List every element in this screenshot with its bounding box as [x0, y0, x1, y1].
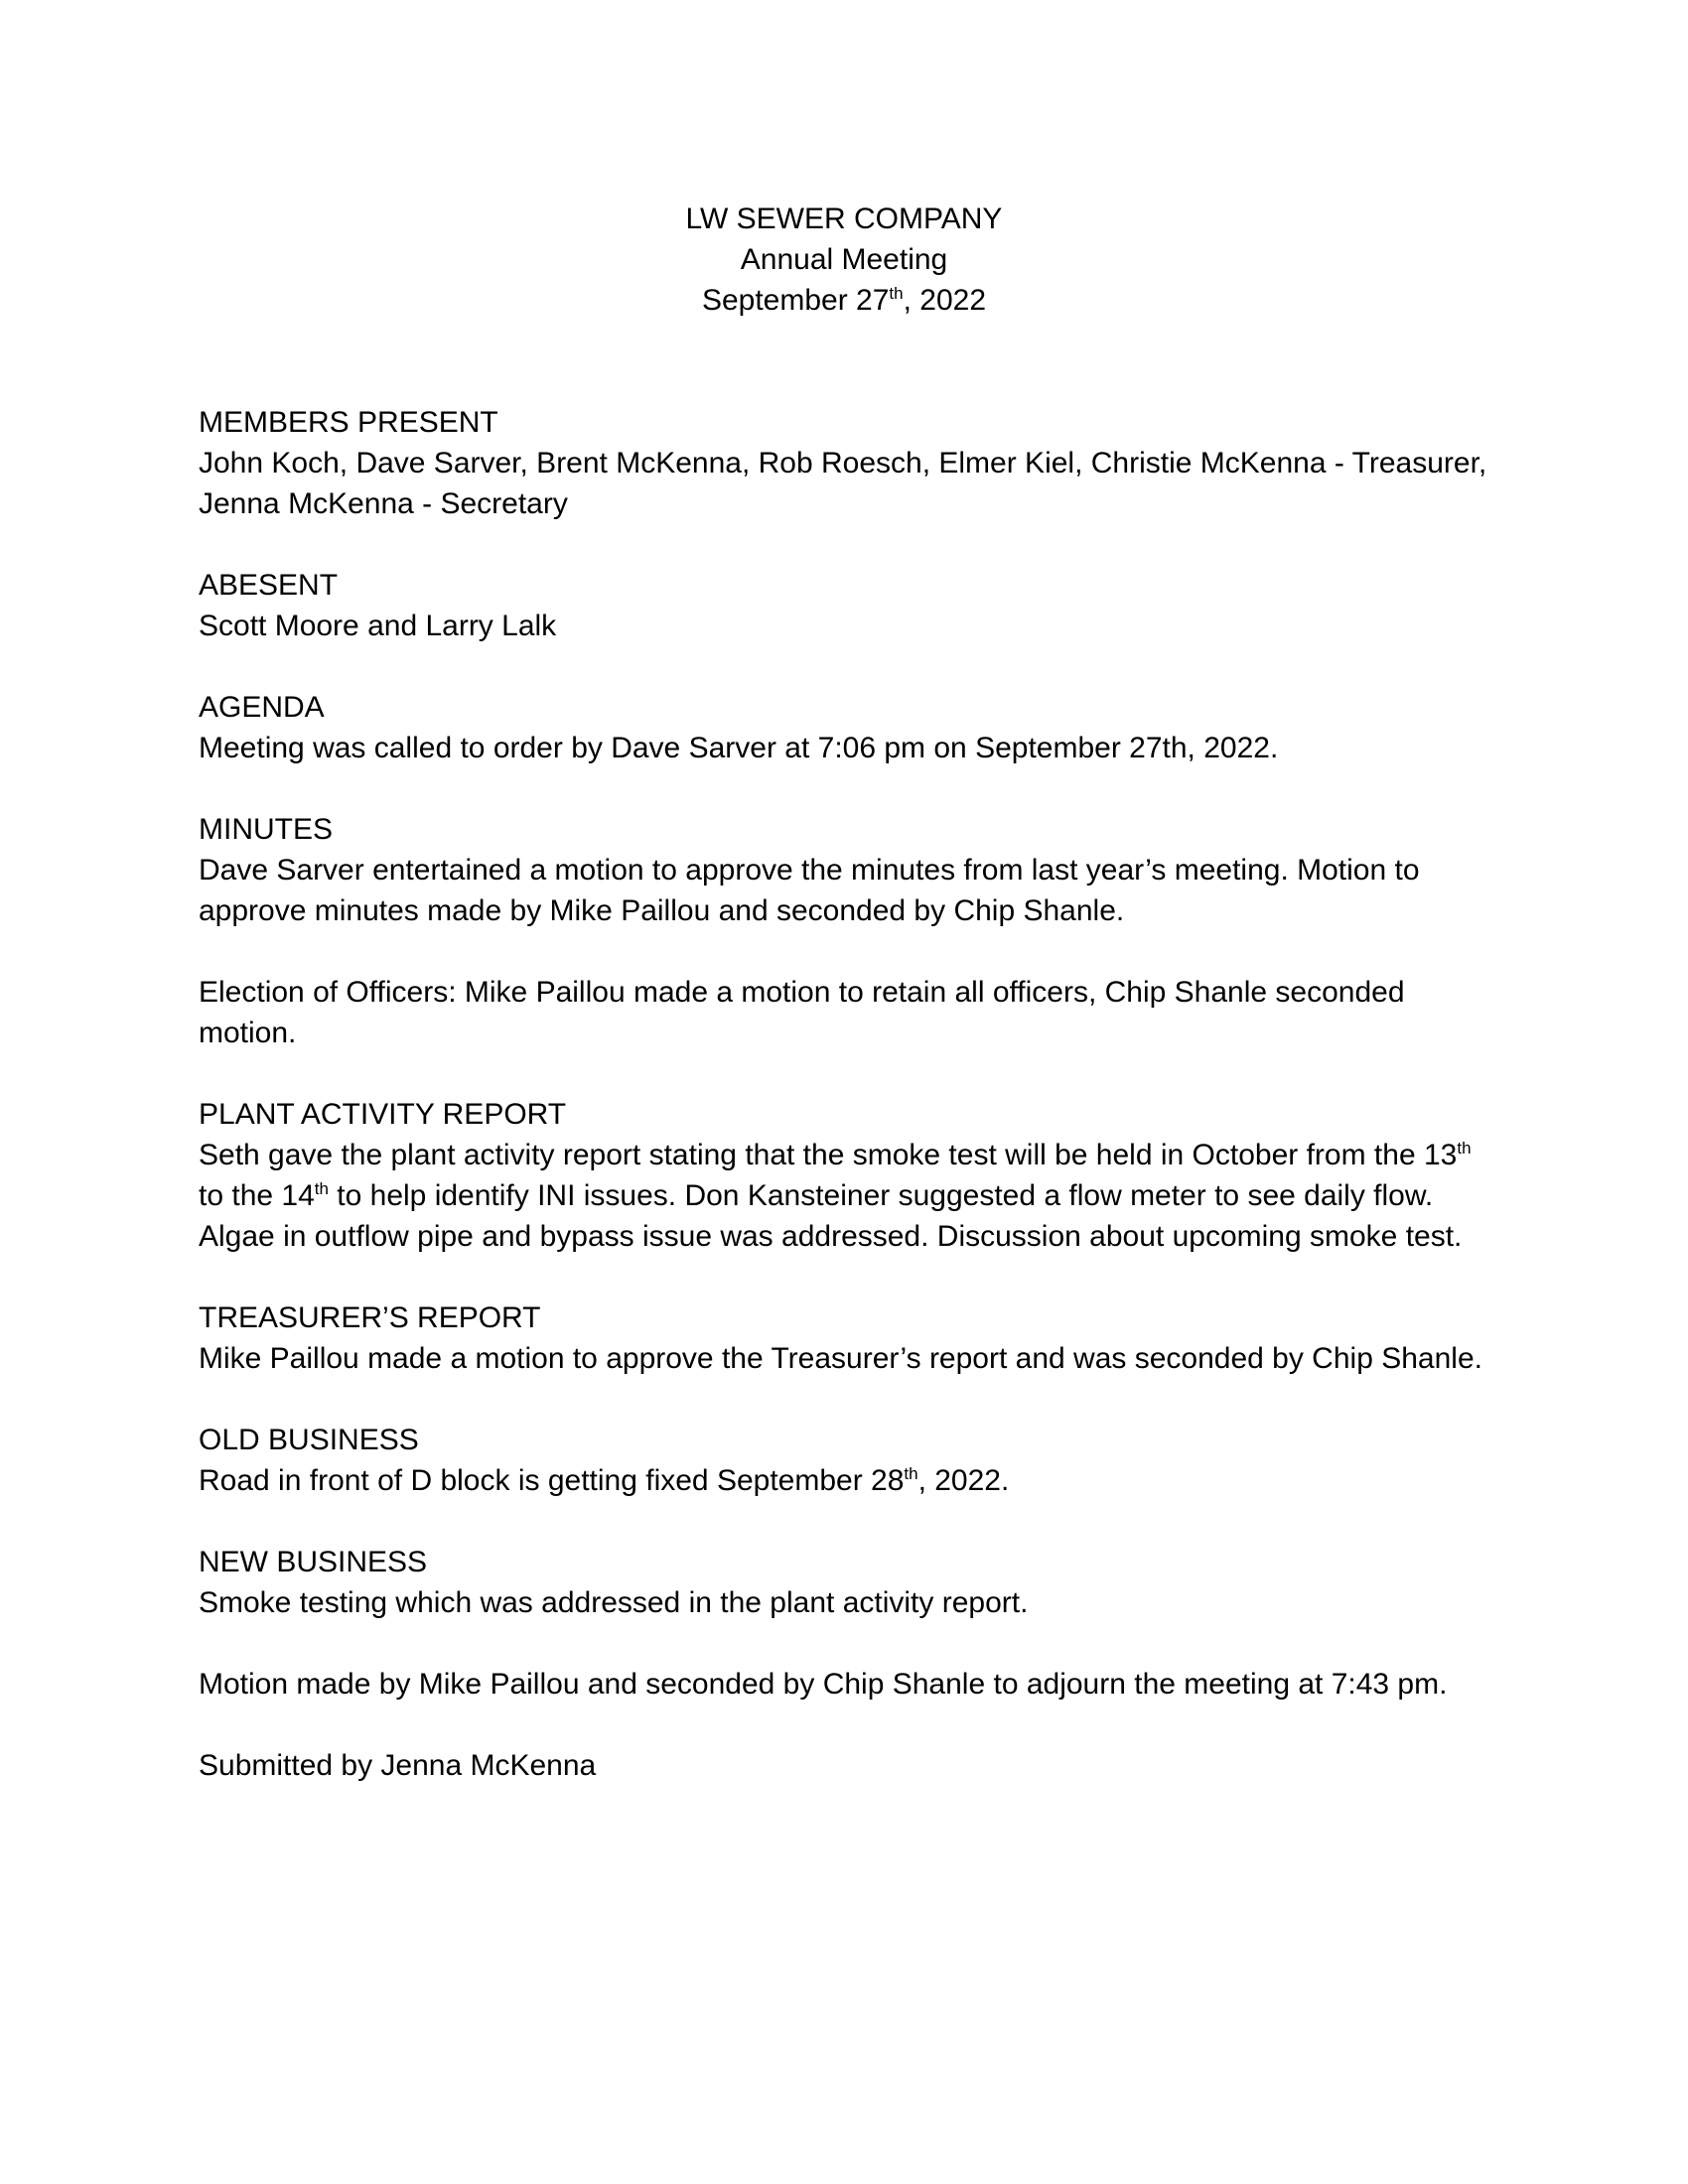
members-present-text: John Koch, Dave Sarver, Brent McKenna, Rob Roesch, Elmer Kiel, Christie McKenna - Treasurer, Jenna McKenna - Secretary: [199, 447, 1487, 520]
new-business-section: [199, 1542, 1489, 1623]
meeting-type: Annual Meeting: [740, 243, 948, 276]
absent-text: Scott Moore and Larry Lalk: [199, 610, 557, 642]
meeting-date-suffix: , 2022: [903, 284, 987, 317]
absent-heading: ABESENT: [199, 569, 339, 602]
treasurer-text: Mike Paillou made a motion to approve the Treasurer’s report and was seconded by Chip Shanle.: [199, 1342, 1482, 1375]
agenda-heading: AGENDA: [199, 691, 325, 724]
old-business-part1: Road in front of D block is getting fixed September 28: [199, 1464, 905, 1497]
plant-activity-heading: PLANT ACTIVITY REPORT: [199, 1098, 567, 1131]
plant-activity-part3: to help identify INI issues. Don Kansteiner suggested a flow meter to see daily flow. Algae in outflow pipe and bypass issue was addressed. Discussion about upcoming smoke test.: [199, 1179, 1463, 1253]
new-business-text: Smoke testing which was addressed in the plant activity report.: [199, 1586, 1029, 1619]
old-business-part2: , 2022.: [917, 1464, 1010, 1497]
election-section: [199, 972, 1489, 1053]
absent-section: [199, 565, 1489, 646]
election-text: Election of Officers: Mike Paillou made a motion to retain all officers, Chip Shanle seconded motion.: [199, 976, 1405, 1049]
minutes-text: Dave Sarver entertained a motion to approve the minutes from last year’s meeting. Motion to approve minutes made by Mike Paillou and seconded by Chip Shanle.: [199, 854, 1420, 927]
document-header: [199, 199, 1489, 321]
company-name: LW SEWER COMPANY: [685, 203, 1003, 235]
adjourn-text: Motion made by Mike Paillou and seconded by Chip Shanle to adjourn the meeting at 7:43 pm.: [199, 1668, 1448, 1701]
treasurer-section: [199, 1297, 1489, 1379]
agenda-section: [199, 687, 1489, 768]
minutes-heading: MINUTES: [199, 813, 333, 846]
plant-activity-ordinal-1: th: [1457, 1139, 1472, 1158]
treasurer-heading: TREASURER’S REPORT: [199, 1301, 541, 1334]
submitted-section: [199, 1745, 1489, 1786]
plant-activity-ordinal-2: th: [314, 1179, 329, 1198]
old-business-ordinal: th: [904, 1464, 918, 1483]
adjourn-section: [199, 1664, 1489, 1705]
meeting-date: [199, 280, 1489, 321]
minutes-section: [199, 809, 1489, 931]
meeting-date-ordinal: th: [889, 284, 904, 303]
agenda-text: Meeting was called to order by Dave Sarver at 7:06 pm on September 27th, 2022.: [199, 732, 1279, 764]
plant-activity-part2: to the 14: [199, 1179, 315, 1212]
plant-activity-text: [199, 1135, 1489, 1257]
old-business-text: [199, 1460, 1489, 1501]
minutes-document: [199, 199, 1489, 1786]
plant-activity-part1: Seth gave the plant activity report stating that the smoke test will be held in October from the 13: [199, 1139, 1458, 1171]
submitted-by-text: Submitted by Jenna McKenna: [199, 1749, 597, 1782]
old-business-section: [199, 1420, 1489, 1501]
old-business-heading: OLD BUSINESS: [199, 1424, 419, 1456]
plant-activity-section: [199, 1094, 1489, 1257]
meeting-date-prefix: September 27: [701, 284, 890, 317]
members-present-heading: MEMBERS PRESENT: [199, 406, 498, 439]
new-business-heading: NEW BUSINESS: [199, 1546, 428, 1578]
members-present-section: [199, 402, 1489, 524]
